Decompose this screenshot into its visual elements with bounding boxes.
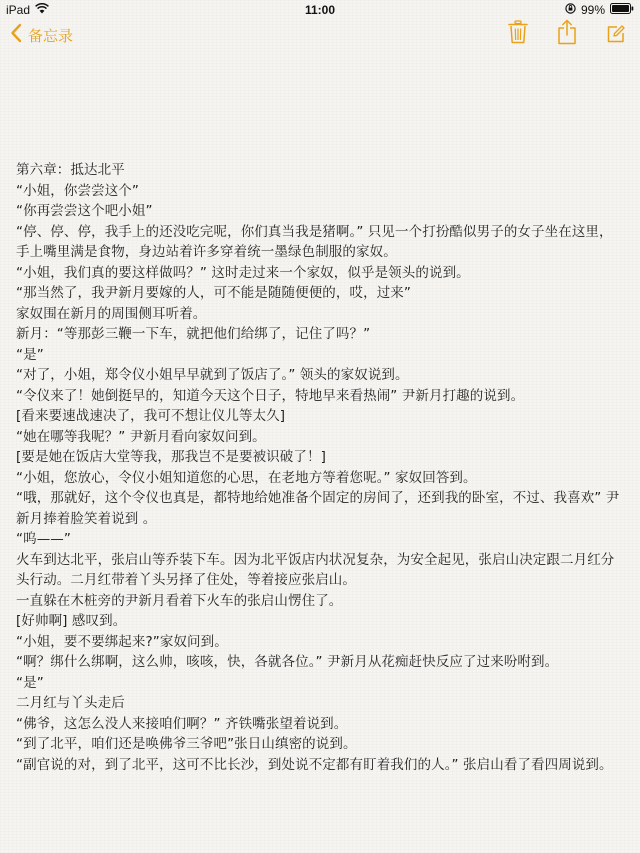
- note-line: “小姐，要不要绑起来?”家奴问到。: [16, 633, 228, 650]
- trash-button[interactable]: [506, 21, 530, 47]
- status-bar: [0, 0, 640, 20]
- note-line: “佛爷，这怎么没人来接咱们啊？” 齐铁嘴张望着说到。: [16, 715, 348, 732]
- back-button-label: 备忘录: [28, 26, 74, 45]
- note-line: 一直躲在木桩旁的尹新月看着下火车的张启山愣住了。: [16, 592, 343, 609]
- note-line: “小姐，您放心，令仪小姐知道您的心思，在老地方等着您呢。” 家奴回答到。: [16, 469, 477, 486]
- compose-button[interactable]: [604, 23, 628, 49]
- back-button[interactable]: [10, 23, 73, 47]
- note-line: “小姐，我们真的要这样做吗？” 这时走过来一个家奴，似乎是领头的说到。: [16, 264, 470, 281]
- compose-icon: [606, 24, 626, 48]
- trash-icon: [508, 20, 528, 48]
- note-line: “她在哪等我呢？” 尹新月看向家奴问到。: [16, 428, 266, 445]
- note-line: “是”: [16, 674, 44, 691]
- orientation-lock-icon: [565, 3, 576, 17]
- note-line: “呜——”: [16, 531, 71, 547]
- note-line: [好帅啊] 感叹到。: [16, 613, 127, 629]
- battery-icon: [610, 3, 634, 17]
- device-name: iPad: [6, 3, 31, 17]
- note-line: “对了，小姐，郑令仪小姐早早就到了饭店了。” 领头的家奴说到。: [16, 367, 409, 383]
- note-line: [看来要速战速决了，我可不想让仪儿等太久]: [16, 408, 286, 424]
- note-line: 火车到达北平，张启山等乔装下车。因为北平饭店内状况复杂，为安全起见，张启山决定跟二月红分头行动。二月红带着丫头另择了住处，等着接应张启山。: [16, 551, 615, 588]
- note-line: “到了北平，咱们还是唤佛爷三爷吧”张日山缜密的说到。: [16, 736, 357, 752]
- note-line: “哦，那就好，这个令仪也真是，都特地给她准备个固定的房间了，还到我的卧室，不过、我喜欢” 尹新月捧着脸笑着说到 。: [16, 490, 620, 527]
- note-body[interactable]: [16, 160, 626, 775]
- note-line: “那当然了，我尹新月要嫁的人，可不能是随随便便的，哎，过来”: [16, 285, 411, 301]
- note-line: “停、停、停，我手上的还没吃完呢，你们真当我是猪啊。” 只见一个打扮酷似男子的女子坐在这里，手上嘴里满是食物，身边站着许多穿着统一墨绿色制服的家奴。: [16, 223, 613, 260]
- note-line: “你再尝尝这个吧小姐”: [16, 203, 153, 219]
- status-time: 11:00: [304, 3, 336, 17]
- chevron-left-icon: [10, 23, 22, 47]
- battery-percent: 99%: [580, 3, 605, 17]
- share-button[interactable]: [555, 21, 579, 47]
- note-line: 家奴围在新月的周围侧耳听着。: [16, 305, 207, 322]
- note-line: “副官说的对，到了北平，这可不比长沙，到处说不定都有盯着我们的人。” 张启山看了看四周说到。: [16, 756, 613, 773]
- note-line: “小姐，你尝尝这个”: [16, 182, 139, 199]
- note-line: [要是她在饭店大堂等我，那我岂不是要被识破了！]: [16, 449, 326, 465]
- status-right: [565, 3, 634, 17]
- note-line: “啊？绑什么绑啊，这么帅，咳咳，快，各就各位。” 尹新月从花痴赶快反应了过来吩咐到。: [16, 654, 559, 670]
- share-icon: [557, 19, 577, 49]
- note-line: 二月红与丫头走后: [16, 695, 125, 711]
- note-line: “令仪来了！她倒挺早的，知道今天这个日子，特地早来看热闹” 尹新月打趣的说到。: [16, 387, 525, 404]
- note-line: 新月：“等那彭三鞭一下车，就把他们给绑了，记住了吗？”: [16, 326, 371, 342]
- note-line: “是”: [16, 346, 44, 363]
- note-line: 第六章：抵达北平: [16, 162, 125, 178]
- nav-bar: [0, 20, 640, 50]
